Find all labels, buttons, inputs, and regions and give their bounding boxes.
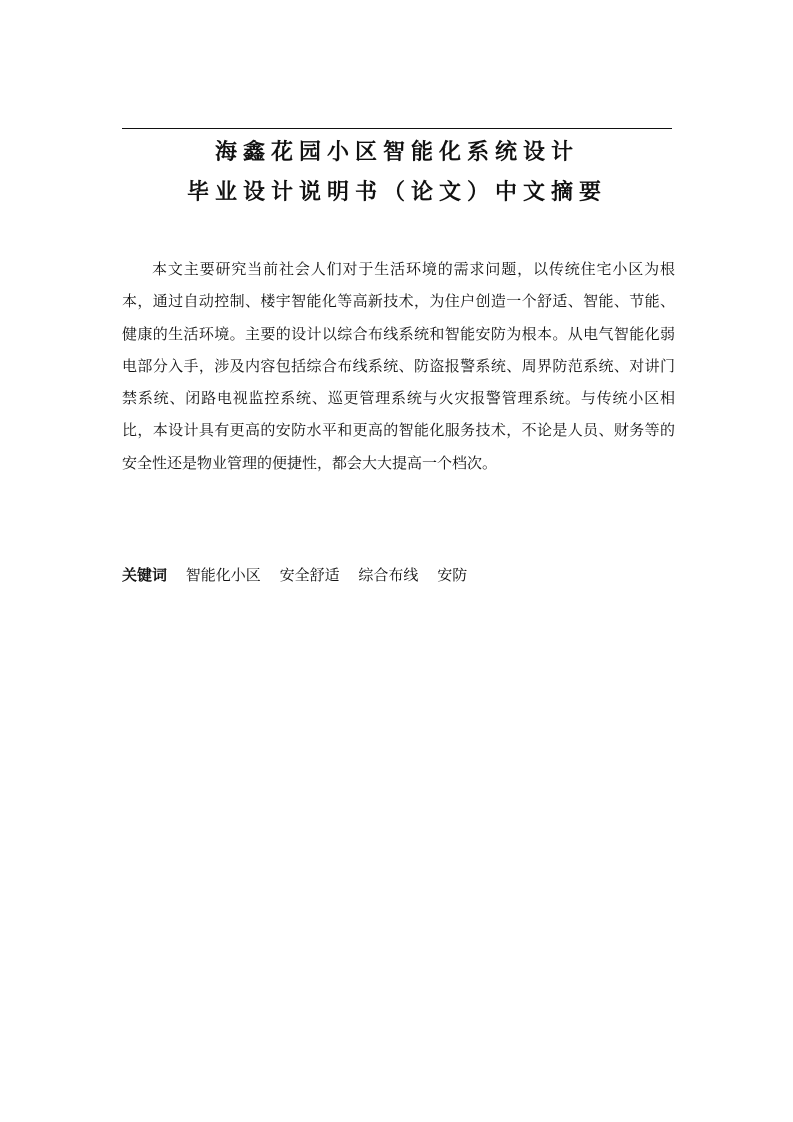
keywords-line xyxy=(122,563,675,587)
keyword-item: 综合布线 xyxy=(358,566,419,584)
keyword-item: 安全舒适 xyxy=(279,566,340,584)
document-subtitle: 毕业设计说明书（论文）中文摘要 xyxy=(186,180,607,205)
keywords-label: 关键词 xyxy=(122,566,168,584)
abstract-paragraph: 本文主要研究当前社会人们对于生活环境的需求问题，以传统住宅小区为根本，通过自动控制、楼宇智能化等高新技术，为住户创造一个舒适、智能、节能、健康的生活环境。主要的设计以综合布线系统和智能安防为根本。从电气智能化弱电部分入手，涉及内容包括综合布线系统、防盗报警系统、周界防范系统、对讲门禁系统、闭路电视监控系统、巡更管理系统与火灾报警管理系统。与传统小区相比，本设计具有更高的安防水平和更高的智能化服务技术，不论是人员、财务等的安全性还是物业管理的便捷性，都会大大提高一个档次。 xyxy=(122,260,675,472)
document-title: 海鑫花园小区智能化系统设计 xyxy=(214,140,579,165)
keyword-item: 安防 xyxy=(437,566,468,584)
keyword-item: 智能化小区 xyxy=(185,566,261,584)
header-rule xyxy=(122,128,672,129)
